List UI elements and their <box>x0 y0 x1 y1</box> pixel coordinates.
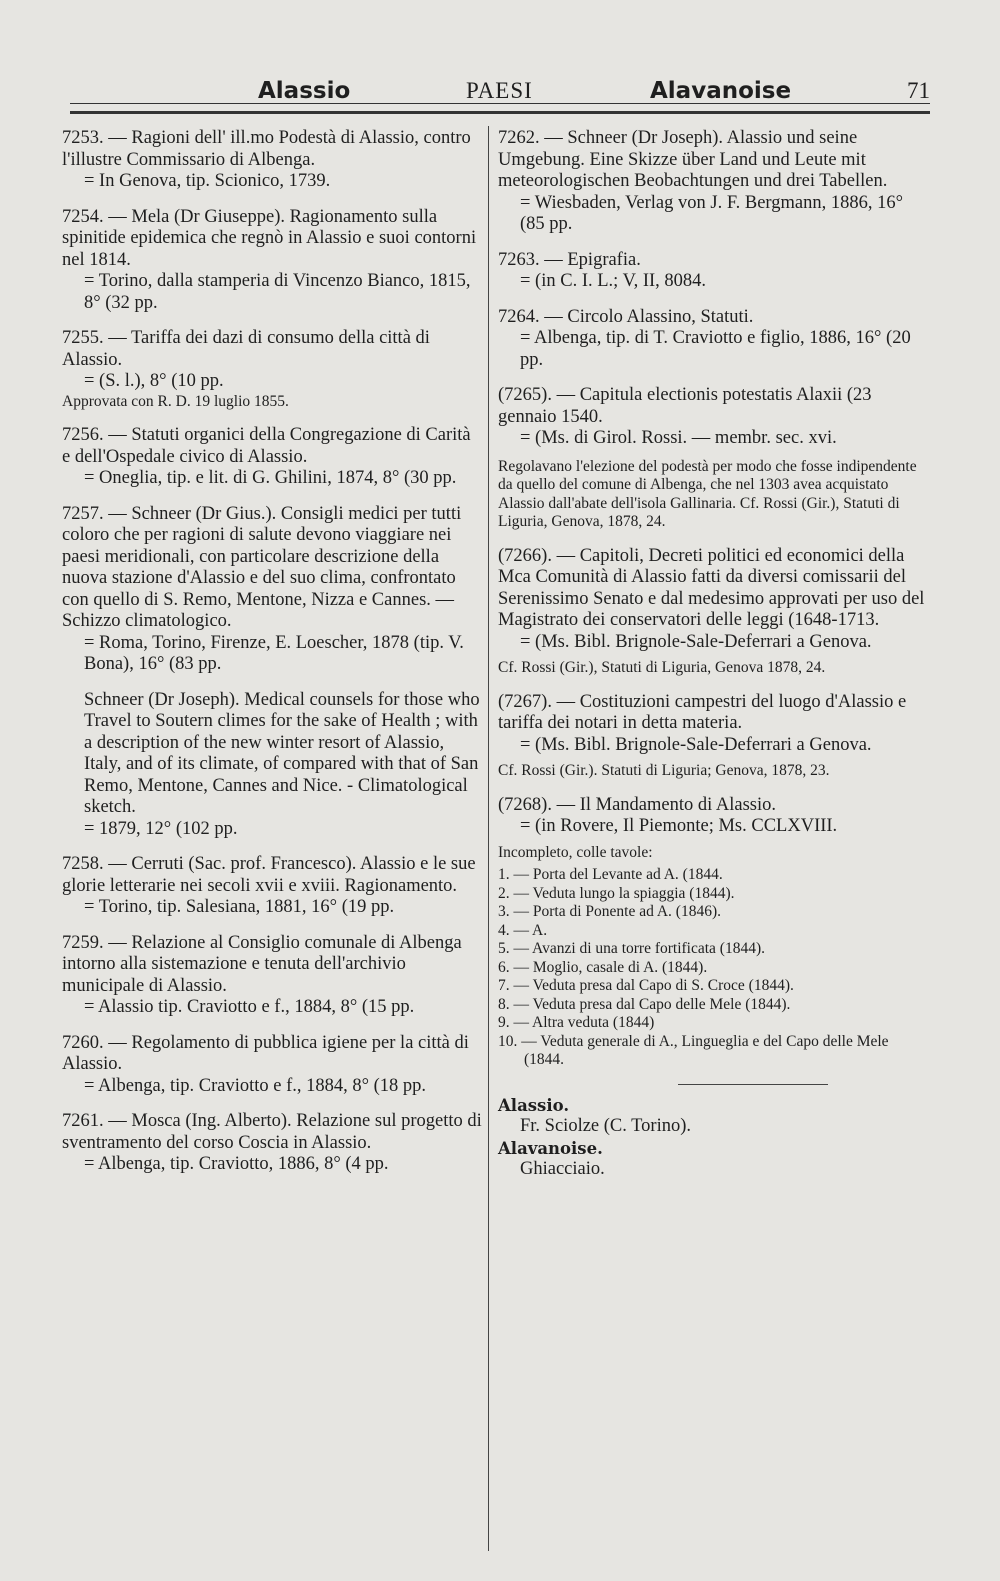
entry-title: (7266). — Capitoli, Decreti politici ed economici della Mca Comunità di Alassio fatti da diversi comissarii del Serenissimo Senato e dal medesimo approvati per uso del Magistrato dei conservatori delle leggi (1648-1713. <box>498 545 925 630</box>
list-item: 7. — Veduta presa dal Capo di S. Croce (1844). <box>498 977 794 994</box>
entry-7268 <box>498 795 930 1070</box>
entry-imprint: = Albenga, tip. Craviotto, 1886, 8° (4 pp. <box>84 1154 389 1174</box>
entry-7258 <box>62 854 482 919</box>
entry-7257 <box>62 504 482 676</box>
entry-7259 <box>62 933 482 1019</box>
entry-7260 <box>62 1033 482 1098</box>
entry-title: 7254. — Mela (Dr Giuseppe). Ragionamento sulla spinitide epidemica che regnò in Alassio e suoi contorni nel 1814. <box>62 206 477 270</box>
column-divider <box>488 126 489 1551</box>
entry-7254 <box>62 207 482 315</box>
entry-title: 7261. — Mosca (Ing. Alberto). Relazione sul progetto di sventramento del corso Coscia in Alassio. <box>62 1111 482 1153</box>
entry-7263 <box>498 250 930 293</box>
entry-title: 7260. — Regolamento di pubblica igiene per la città di Alassio. <box>62 1032 469 1074</box>
entry-title: (7267). — Costituzioni campestri del luogo d'Alassio e tariffa dei notari in detta materia. <box>498 691 907 733</box>
list-item: 4. — A. <box>498 921 548 939</box>
entry-7264 <box>498 307 930 372</box>
entry-title: 7256. — Statuti organici della Congregazione di Carità e dell'Ospedale civico di Alassio. <box>62 425 471 467</box>
entry-imprint: = (Ms. Bibl. Brignole-Sale-Deferrari a Genova. <box>520 734 872 755</box>
entry-7253 <box>62 128 482 193</box>
entry-note: Approvata con R. D. 19 luglio 1855. <box>62 392 289 410</box>
place-text: Fr. Sciolze (C. Torino). <box>520 1116 692 1136</box>
page-number: 71 <box>907 78 930 103</box>
entry-imprint: = Torino, dalla stamperia di Vincenzo Bianco, 1815, 8° (32 pp. <box>84 271 471 313</box>
entry-note: Incompleto, colle tavole: <box>498 843 653 861</box>
header-left-keyword: Alassio <box>258 78 351 104</box>
entry-schneer-english <box>62 690 482 841</box>
entry-imprint: = Albenga, tip. Craviotto e f., 1884, 8° (18 pp. <box>84 1075 427 1096</box>
entry-imprint: = Roma, Torino, Firenze, E. Loescher, 1878 (tip. V. Bona), 16° (83 pp. <box>84 632 464 674</box>
place-label: Alavanoise. <box>498 1138 603 1158</box>
section-rule <box>678 1084 828 1085</box>
list-item: 10. — Veduta generale di A., Lingueglia e del Capo delle Mele (1844. <box>498 1032 889 1068</box>
list-item: 2. — Veduta lungo la spiaggia (1844). <box>498 884 735 902</box>
entry-7255 <box>62 328 482 411</box>
plates-list <box>498 866 930 1070</box>
header-section-title: PAESI <box>466 78 533 103</box>
entry-note: Cf. Rossi (Gir.), Statuti di Liguria, Genova 1878, 24. <box>498 659 826 676</box>
entry-imprint: = (S. l.), 8° (10 pp. <box>84 371 224 391</box>
entry-imprint: = (in Rovere, Il Piemonte; Ms. CCLXVIII. <box>520 816 838 836</box>
list-item: 5. — Avanzi di una torre fortificata (1844). <box>498 940 765 957</box>
list-item: 1. — Porta del Levante ad A. (1844. <box>498 866 723 883</box>
entry-title: 7257. — Schneer (Dr Gius.). Consigli medici per tutti coloro che per ragioni di salute devono viaggiare nei paesi meridionali, con particolare descrizione della nuova stazione d'Alassio e del suo clima, confrontato con quello di S. Remo, Mentone, Nizza e Cannes. — Schizzo climatologico. <box>62 503 462 631</box>
running-header <box>70 70 930 110</box>
entry-title: 7258. — Cerruti (Sac. prof. Francesco). Alassio e le sue glorie letterarie nei secoli xvii e xviii. Ragionamento. <box>62 854 476 896</box>
entry-title: 7264. — Circolo Alassino, Statuti. <box>498 306 754 327</box>
place-alassio <box>498 1095 930 1181</box>
entry-title: 7262. — Schneer (Dr Joseph). Alassio und seine Umgebung. Eine Skizze über Land und Leute mit meteorologischen Beobachtungen und drei Tabellen. <box>498 128 888 191</box>
entry-7261 <box>62 1111 482 1176</box>
entry-imprint: = Albenga, tip. di T. Craviotto e figlio, 1886, 16° (20 pp. <box>520 328 911 370</box>
left-column <box>62 128 482 1190</box>
header-rule-thin <box>70 103 930 104</box>
entry-imprint: = Alassio tip. Craviotto e f., 1884, 8° (15 pp. <box>84 997 415 1017</box>
list-item: 3. — Porta di Ponente ad A. (1846). <box>498 903 722 920</box>
entry-7262 <box>498 128 930 236</box>
entry-7266 <box>498 546 930 678</box>
entry-title: Schneer (Dr Joseph). Medical counsels for those who Travel to Soutern climes for the sake of Health ; with a description of the new winter resort of Alassio, Italy, and of its climate, of compared with that of San Remo, Mentone, Cannes and Nice. - Climatological sketch. <box>84 689 480 817</box>
header-right-keyword: Alavanoise <box>650 78 792 104</box>
list-item: 8. — Veduta presa dal Capo delle Mele (1844). <box>498 995 791 1013</box>
entry-title: 7259. — Relazione al Consiglio comunale di Albenga intorno alla sistemazione e tenuta dell'archivio municipale di Alassio. <box>62 932 462 996</box>
entry-imprint: = (in C. I. L.; V, II, 8084. <box>520 271 707 291</box>
entry-7256 <box>62 425 482 490</box>
place-text: Ghiacciaio. <box>520 1159 605 1179</box>
entry-imprint: = Torino, tip. Salesiana, 1881, 16° (19 pp. <box>84 897 395 917</box>
place-label: Alassio. <box>498 1095 570 1115</box>
entry-imprint: = (Ms. di Girol. Rossi. — membr. sec. xvi. <box>520 428 837 448</box>
entry-note: Regolavano l'elezione del podestà per modo che fosse indipendente da quello del comune di Albenga, che nel 1303 avea acquistato Alassio dall'abate dell'isola Gallinaria. Cf. Rossi (Gir.), Statuti di Liguria, Genova, 1878, 24. <box>498 457 917 530</box>
header-rule-thick <box>70 111 930 114</box>
list-item: 6. — Moglio, casale di A. (1844). <box>498 958 708 976</box>
entry-title: 7255. — Tariffa dei dazi di consumo della città di Alassio. <box>62 328 430 370</box>
entry-note: Cf. Rossi (Gir.). Statuti di Liguria; Genova, 1878, 23. <box>498 762 830 779</box>
right-column <box>498 128 930 1195</box>
entry-imprint: = Oneglia, tip. e lit. di G. Ghilini, 1874, 8° (30 pp. <box>84 468 457 488</box>
entry-imprint: = (Ms. Bibl. Brignole-Sale-Deferrari a Genova. <box>520 631 872 652</box>
entry-title: (7265). — Capitula electionis potestatis Alaxii (23 gennaio 1540. <box>498 385 872 427</box>
entry-title: (7268). — Il Mandamento di Alassio. <box>498 794 776 815</box>
entry-imprint: = In Genova, tip. Scionico, 1739. <box>84 171 331 191</box>
entry-title: 7263. — Epigrafia. <box>498 249 641 270</box>
entry-imprint: = 1879, 12° (102 pp. <box>84 818 238 839</box>
list-item: 9. — Altra veduta (1844) <box>498 1014 655 1031</box>
entry-title: 7253. — Ragioni dell' ill.mo Podestà di Alassio, contro l'illustre Commissario di Albenga. <box>62 128 471 170</box>
entry-7267 <box>498 692 930 781</box>
entry-7265 <box>498 385 930 532</box>
entry-imprint: = Wiesbaden, Verlag von J. F. Bergmann, 1886, 16° (85 pp. <box>520 192 903 234</box>
